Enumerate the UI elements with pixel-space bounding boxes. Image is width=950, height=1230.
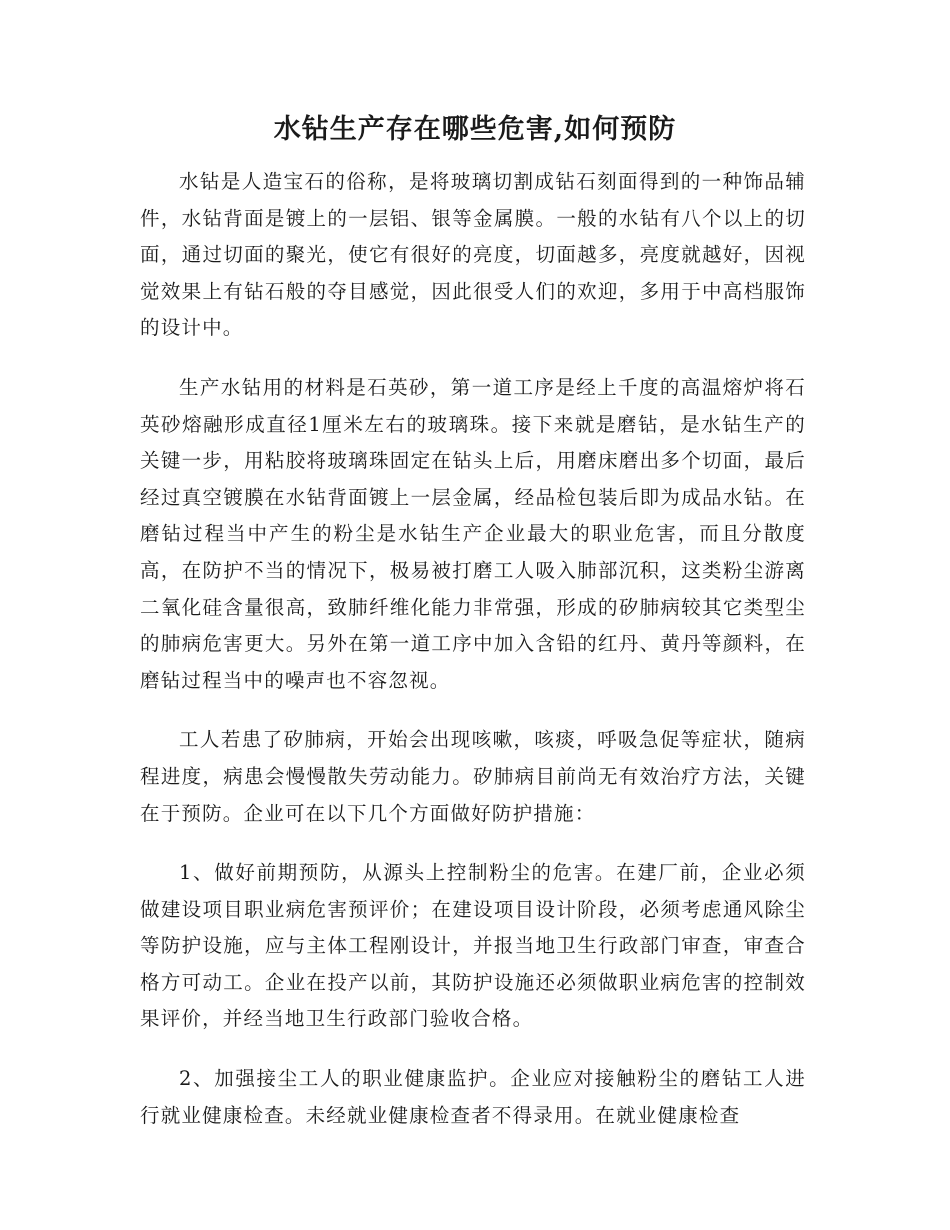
document-title: 水钻生产存在哪些危害,如何预防 [273, 114, 677, 145]
paragraph-measure-1: 1、做好前期预防，从源头上控制粉尘的危害。在建厂前，企业必须做建设项目职业病危害预评价；在建设项目设计阶段，必须考虑通风除尘等防护设施，应与主体工程刚设计，并报当地卫生行政部门审查，审查合格方可动工。企业在投产以前，其防护设施还必须做职业病危害的控制效果评价，并经当地卫生行政部门验收合格。 [140, 861, 806, 1031]
document-body [140, 164, 806, 1157]
paragraph-production-process: 生产水钻用的材料是石英砂，第一道工序是经上千度的高温熔炉将石英砂熔融形成直径1厘米左右的玻璃珠。接下来就是磨钻，是水钻生产的关键一步，用粘胶将玻璃珠固定在钻头上后，用磨床磨出多个切面，最后经过真空镀膜在水钻背面镀上一层金属，经品检包装后即为成品水钻。在磨钻过程当中产生的粉尘是水钻生产企业最大的职业危害，而且分散度高，在防护不当的情况下，极易被打磨工人吸入肺部沉积，这类粉尘游离二氧化硅含量很高，致肺纤维化能力非常强，形成的矽肺病较其它类型尘的肺病危害更大。另外在第一道工序中加入含铅的红丹、黄丹等颜料，在磨钻过程当中的噪声也不容忽视。 [140, 375, 806, 692]
paragraph-silicosis: 工人若患了矽肺病，开始会出现咳嗽，咳痰，呼吸急促等症状，随病程进度，病患会慢慢散失劳动能力。矽肺病目前尚无有效治疗方法，关键在于预防。企业可在以下几个方面做好防护措施： [140, 728, 806, 825]
paragraph-intro: 水钻是人造宝石的俗称，是将玻璃切割成钻石刻面得到的一种饰品辅件，水钻背面是镀上的一层铝、银等金属膜。一般的水钻有八个以上的切面，通过切面的聚光，使它有很好的亮度，切面越多，亮度就越好，因视觉效果上有钻石般的夺目感觉，因此很受人们的欢迎，多用于中高档服饰的设计中。 [140, 170, 806, 340]
paragraph-measure-2: 2、加强接尘工人的职业健康监护。企业应对接触粉尘的磨钻工人进行就业健康检查。未经就业健康检查者不得录用。在就业健康检查 [140, 1067, 806, 1127]
